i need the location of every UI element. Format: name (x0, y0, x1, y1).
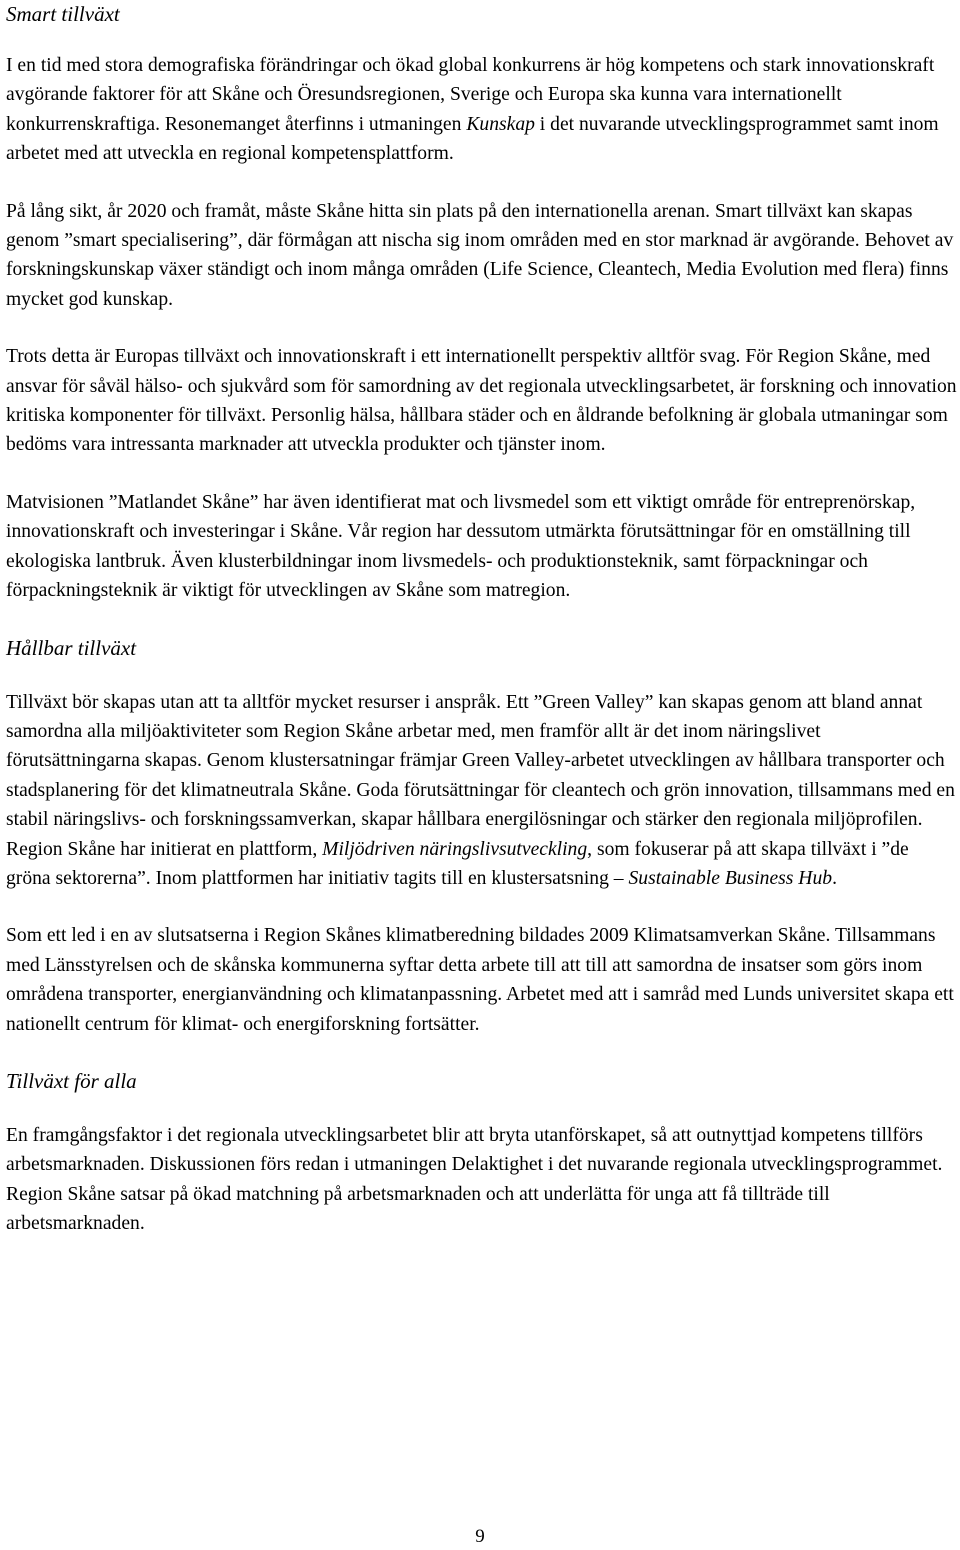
paragraph-text: i det nuvarande utvecklingsprogrammet samt inom arbetet med att utveckla en regional kompetensplattform. (6, 113, 939, 165)
italic-term: Miljödriven näringslivsutveckling (322, 838, 588, 860)
paragraph-text: I en tid med stora demografiska förändringar och ökad global konkurrens är hög kompetens och stark innovationskraft avgörande faktorer för att Skåne och Öresundsregionen, Sverige och Europa ska kunna vara internationellt konkurrenskraftiga. Resonemanget återfinns i utmaningen (6, 55, 935, 135)
italic-term: Sustainable Business Hub (628, 867, 833, 889)
paragraph: Som ett led i en av slutsatserna i Region Skånes klimatberedning bildades 2009 Klimatsamverkan Skåne. Tillsammans med Länsstyrelsen och de skånska kommunerna syftar detta arbete till att till att samordna de insatser som görs inom områdena transporter, energianvändning och klimatanpassning. Arbetet med att i samråd med Lunds universitet skapa ett nationellt centrum för klimat- och energiforskning fortsätter. (6, 925, 954, 1035)
section-heading-tillvaxt-for-alla: Tillväxt för alla (6, 1068, 137, 1093)
paragraph (6, 51, 958, 169)
italic-term: Kunskap (466, 113, 535, 135)
paragraph (6, 688, 958, 894)
section-heading-hallbar-tillvaxt: Hållbar tillväxt (6, 635, 137, 660)
paragraph: På lång sikt, år 2020 och framåt, måste Skåne hitta sin plats på den internationella arenan. Smart tillväxt kan skapas genom ”smart specialisering”, där förmågan att nischa sig inom områden med en stor marknad är avgörande. Behovet av forskningskunskap växer ständigt och inom många områden (Life Science, Cleantech, Media Evolution med flera) finns mycket god kunskap. (6, 200, 954, 310)
paragraph-text: . (832, 867, 837, 889)
document-page (6, 0, 958, 1239)
section-heading-smart-tillvaxt: Smart tillväxt (6, 2, 120, 26)
paragraph-text: , som fokuserar på att skapa tillväxt i ”de gröna sektorerna”. Inom plattformen har initiativ tagits till en klustersatsning – (6, 838, 909, 889)
page-number: 9 (475, 1526, 485, 1547)
paragraph: En framgångsfaktor i det regionala utvecklingsarbetet blir att bryta utanförskapet, så att outnyttjad kompetens tillförs arbetsmarknaden. Diskussionen förs redan i utmaningen Delaktighet i det nuvarande regionala utvecklingsprogrammet. Region Skåne satsar på ökad matchning på arbetsmarknaden och att underlätta för unga att få tillträde till arbetsmarknaden. (6, 1124, 943, 1235)
paragraph: Trots detta är Europas tillväxt och innovationskraft i ett internationellt perspektiv alltför svag. För Region Skåne, med ansvar för såväl hälso- och sjukvård som för samordning av det regionala utvecklingsarbetet, är forskning och innovation kritiska komponenter för tillväxt. Personlig hälsa, hållbara städer och en åldrande befolkning är globala utmaningar som bedöms vara intressanta marknader att utveckla produkter och tjänster inom. (6, 346, 957, 456)
paragraph-text: Tillväxt bör skapas utan att ta alltför mycket resurser i anspråk. Ett ”Green Valley” kan skapas genom att bland annat samordna alla miljöaktiviteter som Region Skåne arbetar med, men framför allt är det inom näringslivet förutsättningarna skapas. Genom klustersatningar främjar Green Valley-arbetet utvecklingen av hållbara transporter och stadsplanering för det klimatneutrala Skåne. Goda förutsättningar för cleantech och grön innovation, tillsammans med en stabil näringslivs- och forskningssamverkan, skapar hållbara energilösningar och stärker den regionala miljöprofilen. Region Skåne har initierat en plattform, (6, 691, 955, 860)
paragraph: Matvisionen ”Matlandet Skåne” har även identifierat mat och livsmedel som ett viktigt område för entreprenörskap, innovationskraft och investeringar i Skåne. Vår region har dessutom utmärkta förutsättningar för en omställning till ekologiska lantbruk. Även klusterbildningar inom livsmedels- och produktionsteknik, samt förpackningar och förpackningsteknik är viktigt för utvecklingen av Skåne som matregion. (6, 491, 916, 602)
